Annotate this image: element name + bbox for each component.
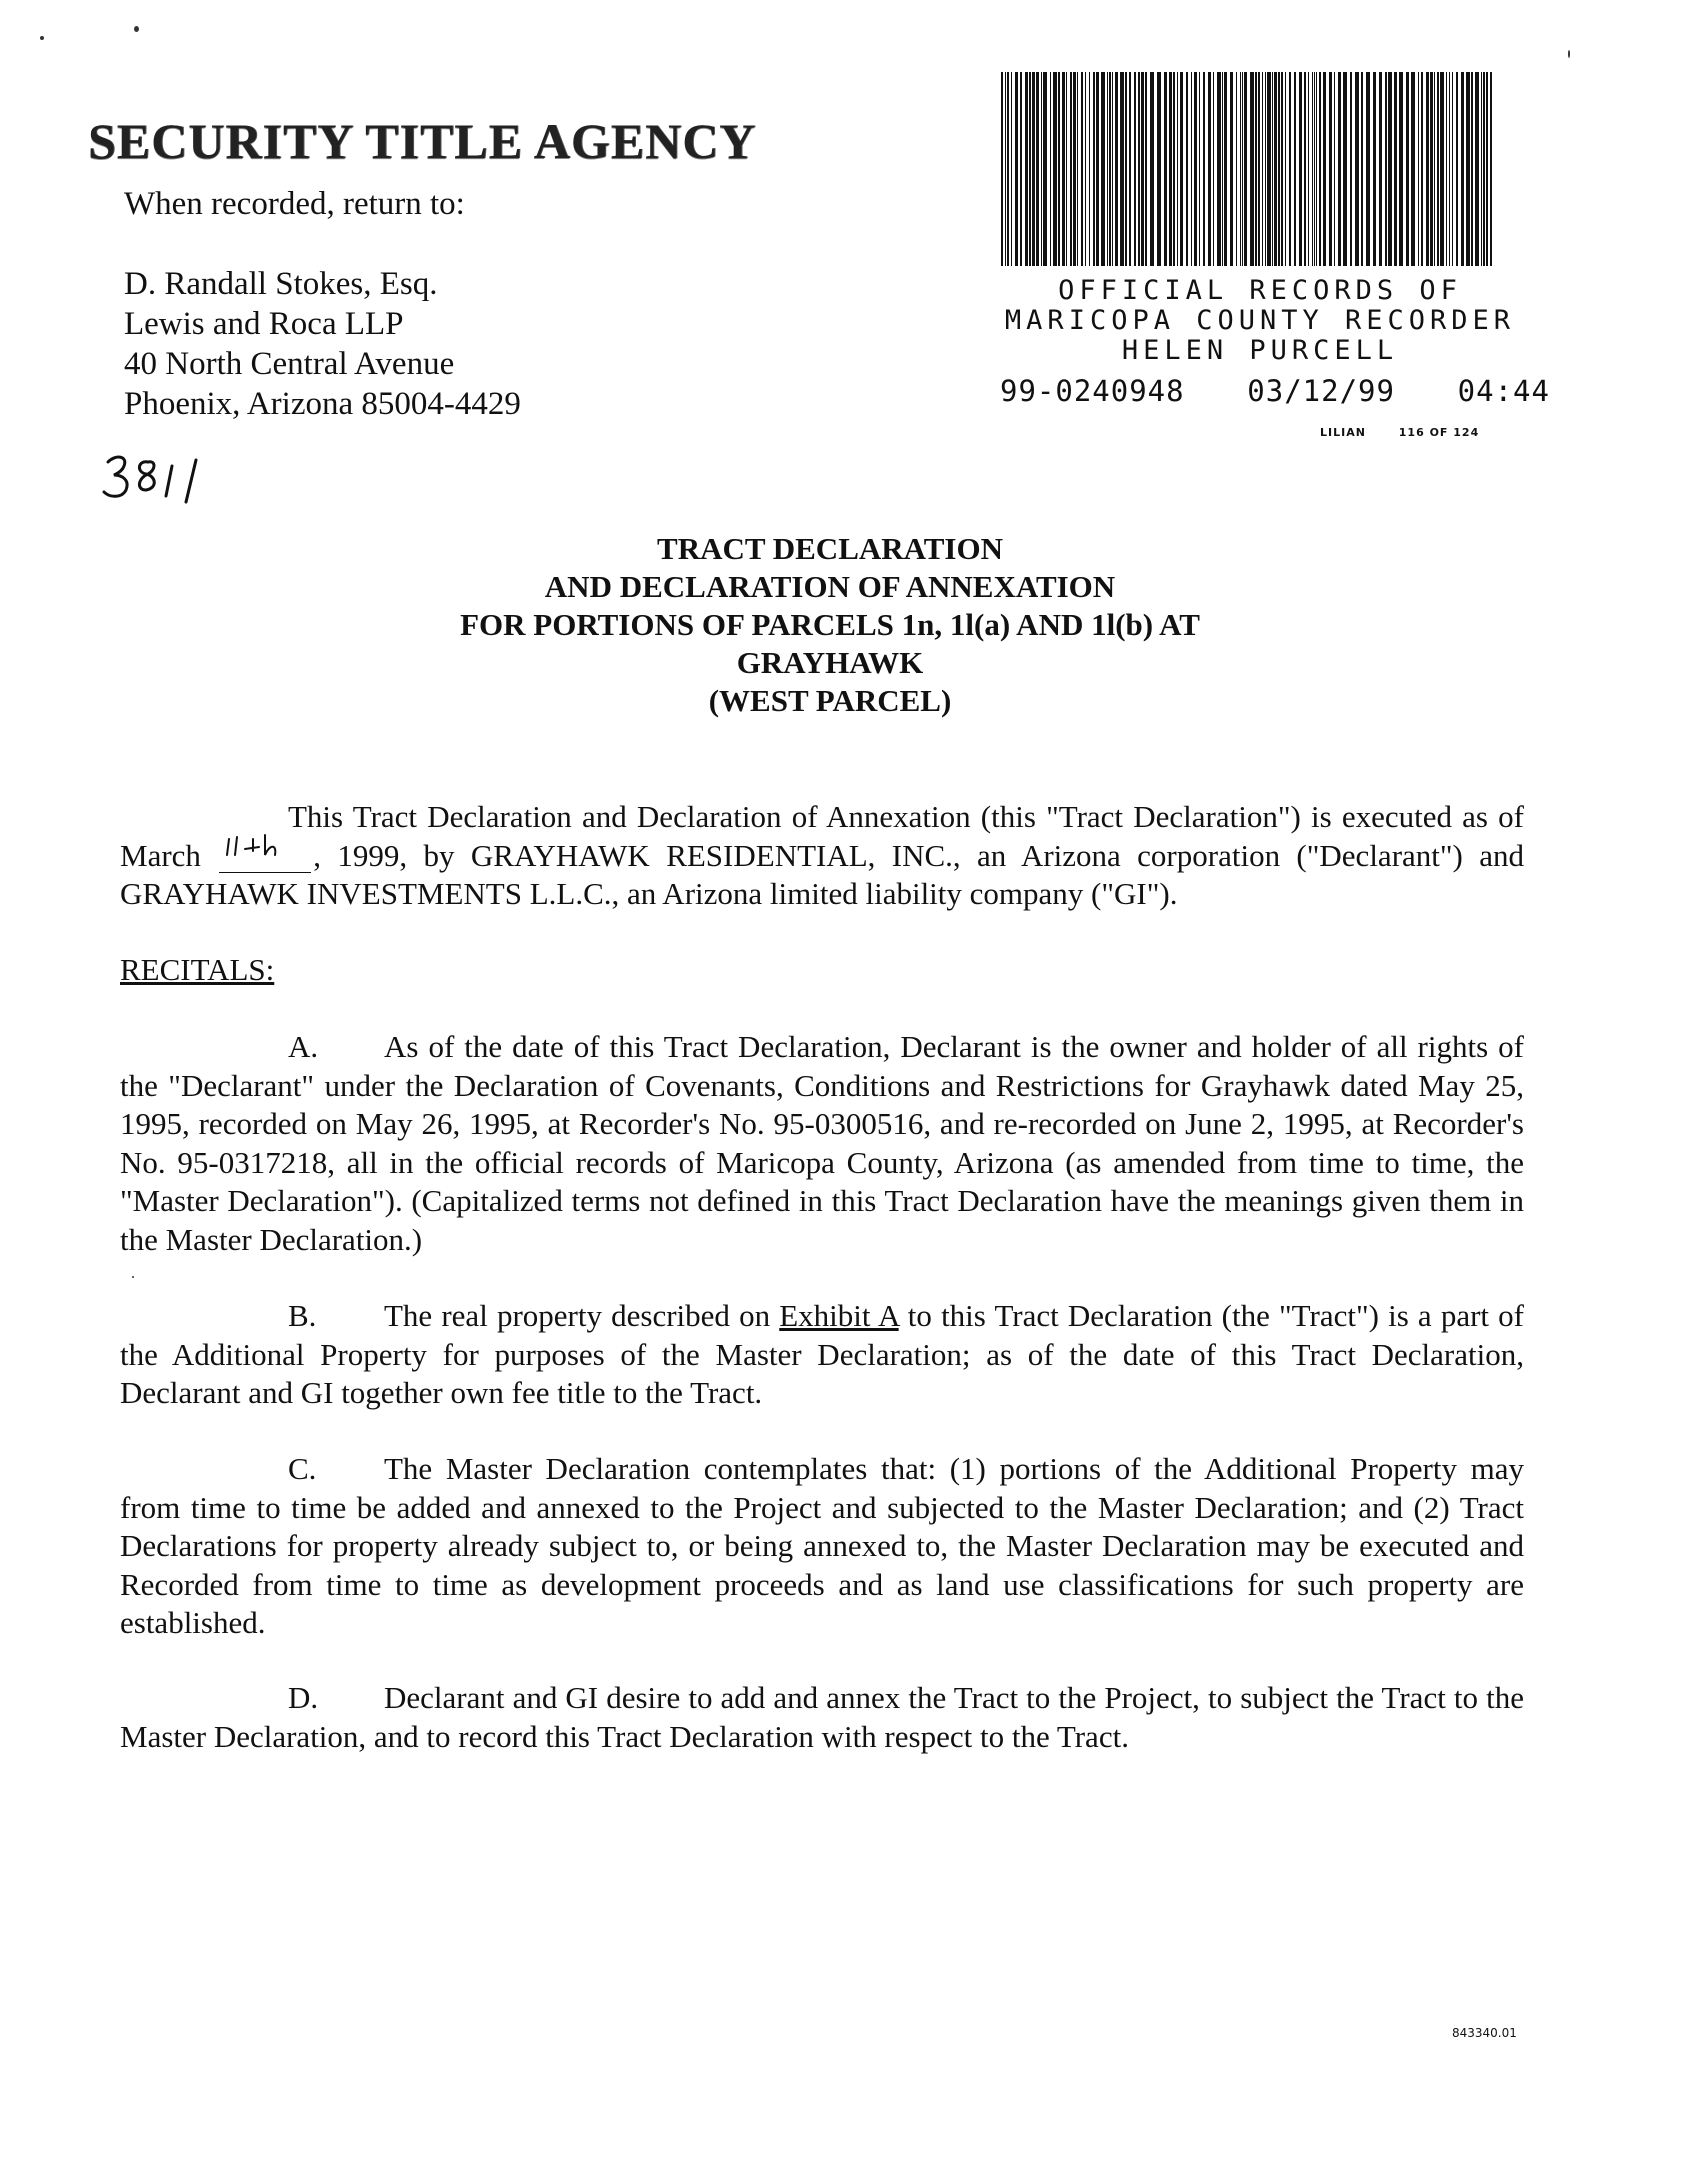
barcode-bar bbox=[1394, 72, 1397, 266]
recitals-heading: RECITALS: bbox=[120, 952, 275, 987]
barcode-bar bbox=[1456, 72, 1458, 266]
barcode-bar bbox=[1138, 72, 1140, 266]
barcode-bar bbox=[1308, 72, 1309, 266]
barcode-bar bbox=[1452, 72, 1453, 266]
barcode-bar bbox=[1015, 72, 1018, 266]
intro-paragraph bbox=[120, 798, 1524, 914]
title-line: TRACT DECLARATION bbox=[657, 531, 1003, 566]
barcode-bar bbox=[1043, 72, 1047, 266]
handwritten-date-fill bbox=[217, 837, 313, 876]
barcode-bar bbox=[1173, 72, 1175, 266]
barcode-bar bbox=[1177, 72, 1178, 266]
barcode-bar bbox=[1236, 72, 1237, 266]
barcode-bar bbox=[1222, 72, 1223, 266]
barcode-bar bbox=[1242, 72, 1243, 266]
recorder-line: MARICOPA COUNTY RECORDER bbox=[1004, 305, 1516, 336]
barcode-bar bbox=[1285, 72, 1286, 266]
handwritten-file-number bbox=[100, 448, 210, 508]
barcode-bar bbox=[1203, 72, 1205, 266]
barcode-bar bbox=[1446, 72, 1447, 266]
recital-b bbox=[120, 1297, 1524, 1413]
barcode-bar bbox=[1164, 72, 1167, 266]
barcode-bar bbox=[1070, 72, 1072, 266]
title-agency-stamp: SECURITY TITLE AGENCY bbox=[88, 113, 757, 169]
barcode-bar bbox=[1272, 72, 1273, 266]
recital-text: The Master Declaration contemplates that: (1) portions of the Additional Property may from time to time be added and annexed to the Project and subjected to the Master Declaration; and (2) Tract Declarations for property already subject to, or being annexed to, the Master Declaration may be executed and Recorded from time to time as development proceeds and as land use classifications for such property are established. bbox=[120, 1451, 1524, 1640]
barcode-bar bbox=[1334, 72, 1335, 266]
recital-c bbox=[120, 1450, 1524, 1643]
recorder-barcode bbox=[999, 72, 1495, 266]
barcode-bar bbox=[1032, 72, 1035, 266]
barcode-bar bbox=[1323, 72, 1326, 266]
recital-text: Declarant and GI desire to add and annex the Tract to the Project, to subject the Tract to the Master Declaration, and to record this Tract Declaration with respect to the Tract. bbox=[120, 1680, 1524, 1754]
barcode-bar bbox=[1481, 72, 1482, 266]
recital-a bbox=[120, 1028, 1524, 1259]
footer-doc-number: 843340.01 bbox=[1452, 2026, 1517, 2040]
barcode-bar bbox=[1267, 72, 1271, 266]
recorder-page-info bbox=[1320, 426, 1507, 439]
barcode-bar bbox=[1304, 72, 1306, 266]
barcode-bar bbox=[1366, 72, 1370, 266]
barcode-bar bbox=[1125, 72, 1127, 266]
barcode-bar bbox=[1350, 72, 1352, 266]
barcode-bar bbox=[1312, 72, 1313, 266]
barcode-bar bbox=[1388, 72, 1392, 266]
recorder-date: 03/12/99 bbox=[1247, 374, 1395, 408]
return-address-line: Lewis and Roca LLP bbox=[124, 306, 404, 342]
barcode-bar bbox=[1217, 72, 1221, 266]
barcode-bar bbox=[1262, 72, 1263, 266]
barcode-bar bbox=[1440, 72, 1444, 266]
barcode-bar bbox=[1073, 72, 1076, 266]
barcode-bar bbox=[1180, 72, 1183, 266]
barcode-bar bbox=[1421, 72, 1423, 266]
barcode-bar bbox=[1129, 72, 1131, 266]
barcode-bar bbox=[1314, 72, 1315, 266]
barcode-bar bbox=[1109, 72, 1111, 266]
barcode-bar bbox=[1338, 72, 1341, 266]
barcode-bar bbox=[1399, 72, 1403, 266]
barcode-bar bbox=[1141, 72, 1144, 266]
barcode-bar bbox=[1050, 72, 1051, 266]
recital-letter: C. bbox=[288, 1451, 317, 1486]
recorder-block bbox=[990, 276, 1530, 366]
barcode-bar bbox=[1466, 72, 1470, 266]
barcode-bar bbox=[1150, 72, 1154, 266]
barcode-bar bbox=[1250, 72, 1254, 266]
barcode-bar bbox=[1230, 72, 1233, 266]
barcode-bar bbox=[1041, 72, 1042, 266]
barcode-bar bbox=[1011, 72, 1012, 266]
barcode-bar bbox=[1077, 72, 1078, 266]
title-line: FOR PORTIONS OF PARCELS 1n, 1l(a) AND 1l(b) AT bbox=[460, 607, 1200, 642]
barcode-bar bbox=[1157, 72, 1161, 266]
barcode-bar bbox=[1430, 72, 1433, 266]
barcode-bar bbox=[1224, 72, 1227, 266]
barcode-bar bbox=[1066, 72, 1067, 266]
barcode-bar bbox=[1085, 72, 1086, 266]
barcode-bar bbox=[1278, 72, 1280, 266]
barcode-bar bbox=[1025, 72, 1028, 266]
barcode-bar bbox=[1449, 72, 1450, 266]
barcode-bar bbox=[1265, 72, 1266, 266]
recital-text-cont: to this Tract Declaration (the "Tract") is a part of the Additional Property for purposes of the Master Declaration; as of the date of this Tract Declaration, Declarant and GI together own fee title to the Tract. bbox=[120, 1298, 1525, 1410]
barcode-bar bbox=[1406, 72, 1409, 266]
barcode-bar bbox=[1329, 72, 1332, 266]
barcode-bar bbox=[1244, 72, 1247, 266]
barcode-bar bbox=[1191, 72, 1192, 266]
return-address-line: D. Randall Stokes, Esq. bbox=[124, 266, 438, 302]
barcode-bar bbox=[1036, 72, 1039, 266]
recorder-clerk: LILIAN bbox=[1320, 426, 1366, 439]
barcode-bar bbox=[1475, 72, 1479, 266]
barcode-bar bbox=[1289, 72, 1291, 266]
scan-speck bbox=[40, 36, 44, 40]
barcode-bar bbox=[1281, 72, 1283, 266]
barcode-bar bbox=[1007, 72, 1009, 266]
barcode-bar bbox=[1258, 72, 1260, 266]
recital-text: As of the date of this Tract Declaration, Declarant is the owner and holder of all rights of the "Declarant" under the Declaration of Covenants, Conditions and Restrictions for Grayhawk dated May 25, 1995, recorded on May 26, 1995, at Recorder's No. 95-0300516, and re-recorded on June 2, 1995, at Recorder's No. 95-0317218, all in the official records of Maricopa County, Arizona (as amended from time to time, the "Master Declaration"). (Capitalized terms not defined in this Tract Declaration have the meanings given them in the Master Declaration.) bbox=[120, 1029, 1524, 1257]
barcode-bar bbox=[1373, 72, 1376, 266]
barcode-bar bbox=[1418, 72, 1419, 266]
recital-text: The real property described on bbox=[384, 1298, 771, 1333]
intro-text: This Tract Declaration and Declaration of Annexation (this "Tract Declaration") is executed as of March bbox=[120, 799, 1524, 873]
barcode-bar bbox=[1001, 72, 1003, 266]
barcode-bar bbox=[1058, 72, 1060, 266]
title-line: (WEST PARCEL) bbox=[708, 683, 952, 718]
barcode-bar bbox=[1213, 72, 1214, 266]
recital-letter: B. bbox=[288, 1298, 317, 1333]
scan-speck bbox=[1568, 50, 1570, 58]
barcode-bar bbox=[1081, 72, 1083, 266]
barcode-bar bbox=[1096, 72, 1099, 266]
barcode-bar bbox=[1343, 72, 1347, 266]
barcode-bar bbox=[1385, 72, 1387, 266]
barcode-bar bbox=[1379, 72, 1382, 266]
recorder-line: OFFICIAL RECORDS OF bbox=[1058, 275, 1462, 306]
barcode-bar bbox=[1461, 72, 1464, 266]
barcode-bar bbox=[1199, 72, 1200, 266]
barcode-bar bbox=[1355, 72, 1359, 266]
recital-d bbox=[120, 1679, 1524, 1756]
barcode-bar bbox=[1120, 72, 1124, 266]
return-to-label: When recorded, return to: bbox=[124, 186, 465, 222]
barcode-bar bbox=[1361, 72, 1363, 266]
barcode-bar bbox=[1194, 72, 1197, 266]
barcode-bar bbox=[1107, 72, 1108, 266]
barcode-bar bbox=[1101, 72, 1105, 266]
barcode-bar bbox=[1471, 72, 1473, 266]
barcode-bar bbox=[1490, 72, 1492, 266]
barcode-bar bbox=[1005, 72, 1006, 266]
barcode-bar bbox=[1434, 72, 1435, 266]
barcode-bar bbox=[1486, 72, 1488, 266]
barcode-bar bbox=[1426, 72, 1429, 266]
barcode-bar bbox=[1186, 72, 1188, 266]
barcode-bar bbox=[1274, 72, 1277, 266]
barcode-bar bbox=[1053, 72, 1057, 266]
title-line: GRAYHAWK bbox=[736, 645, 924, 680]
barcode-bar bbox=[1411, 72, 1415, 266]
barcode-bar bbox=[1020, 72, 1022, 266]
barcode-bar bbox=[1169, 72, 1172, 266]
barcode-bar bbox=[1208, 72, 1211, 266]
barcode-bar bbox=[1299, 72, 1302, 266]
recital-letter: A. bbox=[288, 1029, 319, 1064]
barcode-bar bbox=[1134, 72, 1136, 266]
title-line: AND DECLARATION OF ANNEXATION bbox=[544, 569, 1116, 604]
return-address-line: 40 North Central Avenue bbox=[124, 346, 455, 382]
intro-text-cont: , 1999, by GRAYHAWK RESIDENTIAL, INC., an Arizona corporation ("Declarant") and GRAYHAWK INVESTMENTS L.L.C., an Arizona limited liability company ("GI"). bbox=[120, 837, 1524, 911]
recorder-line: HELEN PURCELL bbox=[1121, 335, 1399, 366]
barcode-bar bbox=[1115, 72, 1118, 266]
barcode-bar bbox=[1483, 72, 1485, 266]
barcode-bar bbox=[1316, 72, 1317, 266]
recorder-time: 04:44 bbox=[1457, 374, 1550, 408]
document-title bbox=[0, 530, 1660, 720]
barcode-bar bbox=[1112, 72, 1113, 266]
barcode-bar bbox=[1319, 72, 1321, 266]
barcode-bar bbox=[1029, 72, 1031, 266]
scan-speck bbox=[132, 1276, 134, 1278]
return-address bbox=[124, 264, 521, 424]
barcode-bar bbox=[1145, 72, 1147, 266]
barcode-bar bbox=[1089, 72, 1090, 266]
recital-letter: D. bbox=[288, 1680, 319, 1715]
exhibit-a-reference: Exhibit A bbox=[779, 1298, 899, 1333]
barcode-bar bbox=[1255, 72, 1257, 266]
recorder-doc-number: 99-0240948 bbox=[1000, 374, 1185, 408]
return-address-line: Phoenix, Arizona 85004-4429 bbox=[124, 386, 521, 422]
barcode-bar bbox=[1294, 72, 1296, 266]
scan-speck bbox=[134, 26, 139, 32]
barcode-bar bbox=[1437, 72, 1439, 266]
recording-info bbox=[1000, 374, 1550, 408]
barcode-bar bbox=[1093, 72, 1095, 266]
recorder-page: 116 OF 124 bbox=[1398, 426, 1480, 439]
barcode-bar bbox=[1240, 72, 1241, 266]
barcode-bar bbox=[1062, 72, 1065, 266]
